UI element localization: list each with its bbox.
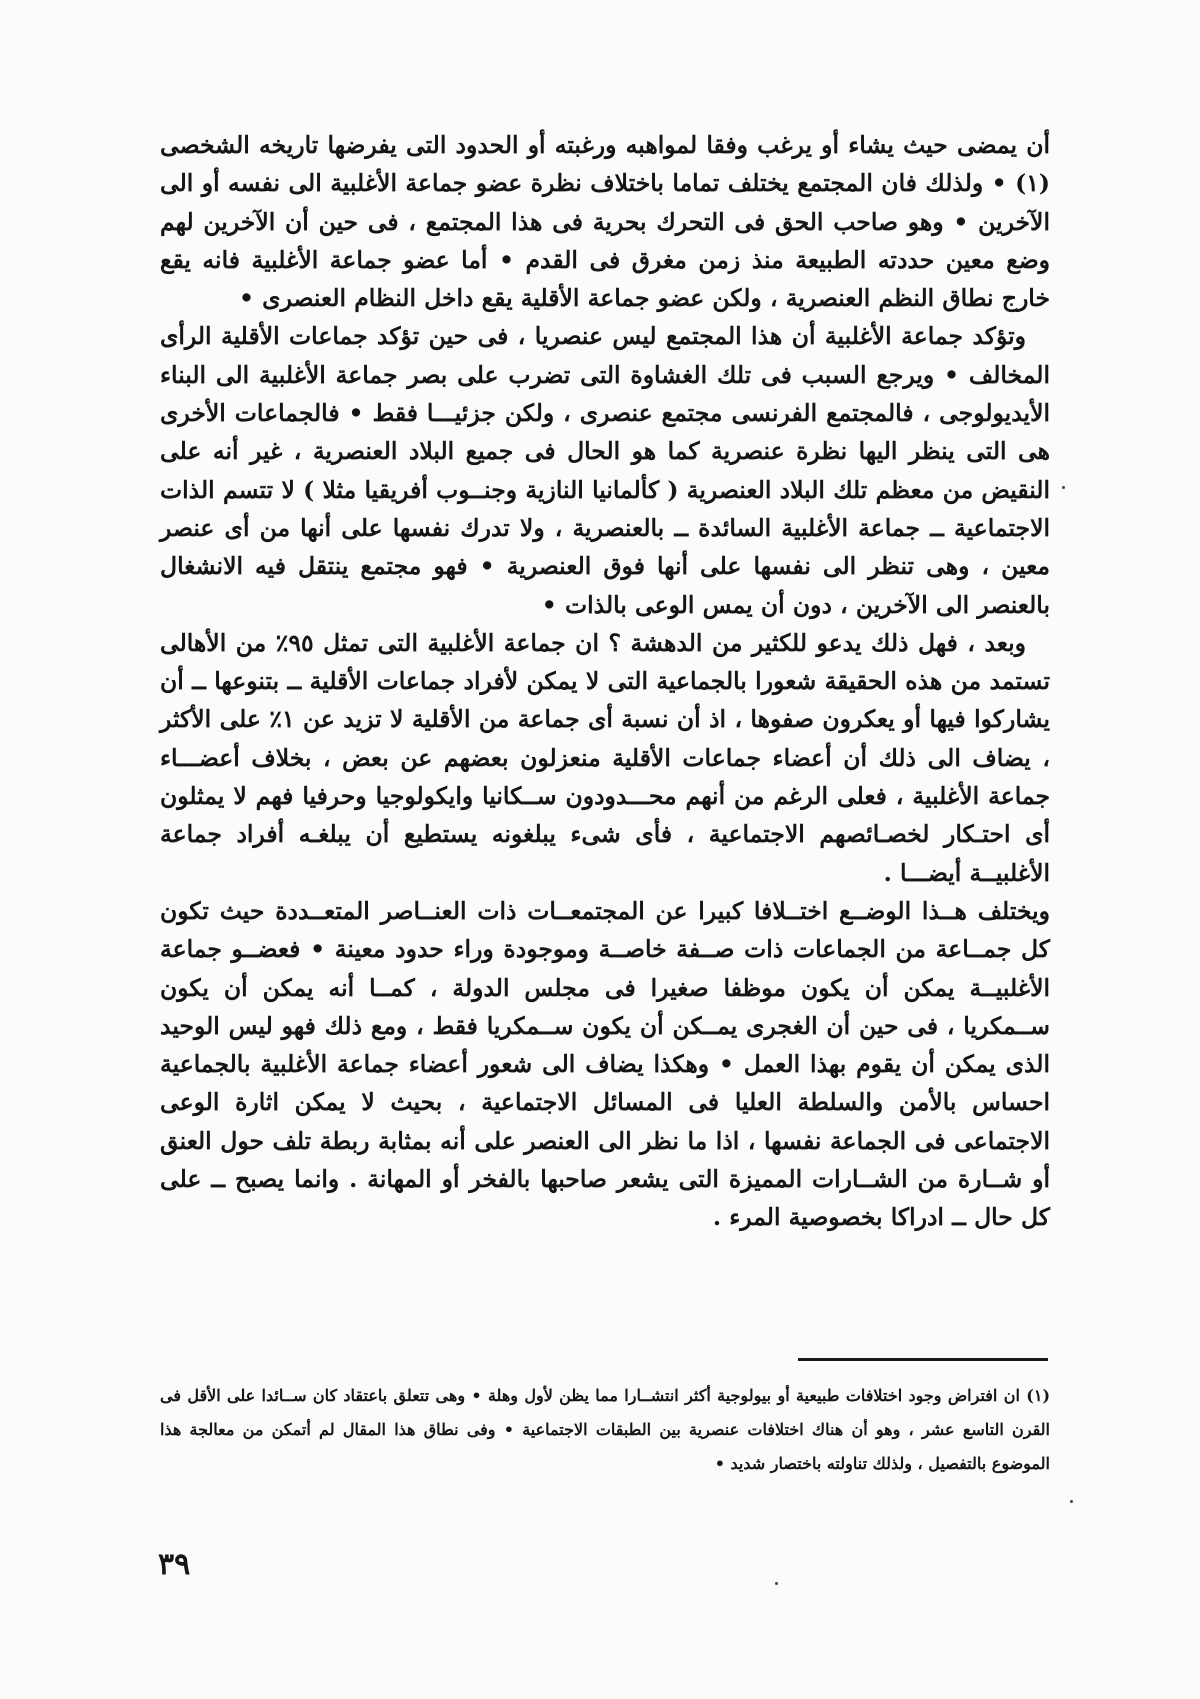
- paragraph-2: وتؤكد جماعة الأغلبية أن هذا المجتمع ليس عنصريا ، فى حين تؤكد جماعات الأقلية الرأى المخالف • ويرجع السبب فى تلك الغشاوة التى تضرب على بصر جماعة الأغلبية الى البناء الأيديولوجى ، فالمجتمع الفرنسى مجتمع عنصرى ، ولكن جزئيـــا فقط • فالجماعات الأخرى هى التى ينظر اليها نظرة عنصرية كما هو الحال فى جميع البلاد العنصرية ، غير أنه على النقيض من معظم تلك البلاد العنصرية ( كألمانيا النازية وجنــوب أفريقيا مثلا ) لا تتسم الذات الاجتماعية ــ جماعة الأغلبية السائدة ــ بالعنصرية ، ولا تدرك نفسها على أنها من أى عنصر معين ، وهى تنظر الى نفسها على أنها فوق العنصرية • فهو مجتمع ينتقل فيه الانشغال بالعنصر الى الآخرين ، دون أن يمس الوعى بالذات •: [160, 322, 1050, 619]
- scan-speck: [1070, 1500, 1073, 1503]
- footnote-text: (١) ان افتراض وجود اختلافات طبيعية أو بيولوجية أكثر انتشــارا مما يظن لأول وهلة • وهى تتعلق باعتقاد كان ســائدا على الأقل فى القرن التاسع عشر ، وهو أن هناك اختلافات عنصرية بين الطبقات الاجتماعية • وفى نطاق هذا المقال لم أتمكن من معالجة هذا الموضوع بالتفصيل ، ولذلك تناولته باختصار شديد •: [160, 1386, 1051, 1473]
- paragraph-3: وبعد ، فهل ذلك يدعو للكثير من الدهشة ؟ ان جماعة الأغلبية التى تمثل ٩٥٪ من الأهالى تستمد من هذه الحقيقة شعورا بالجماعية التى لا يمكن لأفراد جماعات الأقلية ــ بتنوعها ــ أن يشاركوا فيها أو يعكرون صفوها ، اذ أن نسبة أى جماعة من الأقلية لا تزيد عن ١٪ على الأكثر ، يضاف الى ذلك أن أعضاء جماعات الأقلية منعزلون بعضهم عن بعض ، بخلاف أعضـــاء جماعة الأغلبية ، فعلى الرغم من أنهم محـــدودون ســكانيا وايكولوجيا وحرفيا فهم لا يمثلون أى احتـكار لخصـائصهم الاجتماعية ، فأى شىء يبلغونه يستطيع أن يبلغـه أفراد جماعة الأغلبيــة أيضـــا .: [160, 628, 1050, 887]
- scan-speck: [1062, 486, 1065, 489]
- body-text: [160, 126, 1050, 1237]
- scan-speck: [775, 1582, 778, 1585]
- footnote-rule: [798, 1358, 1048, 1361]
- footnote: [160, 1379, 1050, 1481]
- page-number: ٣٩: [158, 1547, 191, 1582]
- paragraph-4: ويختلف هــذا الوضــع اختــلافا كبيرا عن المجتمعــات ذات العنــاصر المتعــددة حيث تكون كل جمــاعة من الجماعات ذات صــفة خاصــة وموجودة وراء حدود معينة • فعضــو جماعة الأغلبيــة يمكن أن يكون موظفا صغيرا فى مجلس الدولة ، كمــا أنه يمكن أن يكون ســمكريا ، فى حين أن الغجرى يمــكن أن يكون ســمكريا فقط ، ومع ذلك فهو ليس الوحيد الذى يمكن أن يقوم بهذا العمل • وهكذا يضاف الى شعور أعضاء جماعة الأغلبية بالجماعية احساس بالأمن والسلطة العليا فى المسائل الاجتماعية ، بحيث لا يمكن اثارة الوعى الاجتماعى فى الجماعة نفسها ، اذا ما نظر الى العنصر على أنه بمثابة ربطة تلف حول العنق أو شــارة من الشــارات المميزة التى يشعر صاحبها بالفخر أو المهانة . وانما يصبح ــ على كل حال ــ ادراكا بخصوصية المرء .: [160, 896, 1050, 1232]
- paragraph-1: أن يمضى حيث يشاء أو يرغب وفقا لمواهبه ورغبته أو الحدود التى يفرضها تاريخه الشخصى (١) • ولذلك فان المجتمع يختلف تماما باختلاف نظرة عضو جماعة الأغلبية الى نفسه أو الى الآخرين • وهو صاحب الحق فى التحرك بحرية فى هذا المجتمع ، فى حين أن الآخرين لهم وضع معين حددته الطبيعة منذ زمن مغرق فى القدم • أما عضو جماعة الأغلبية فانه يقع خارج نطاق النظم العنصرية ، ولكن عضو جماعة الأقلية يقع داخل النظام العنصرى •: [160, 131, 1050, 313]
